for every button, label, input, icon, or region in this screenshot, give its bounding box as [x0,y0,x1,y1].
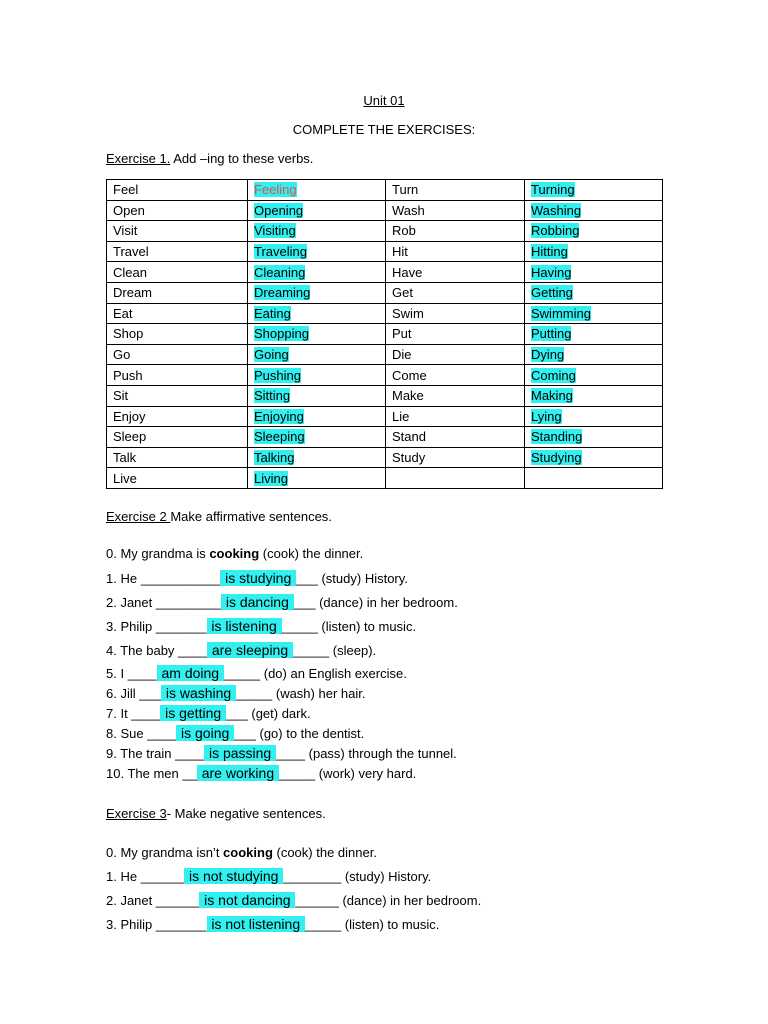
blank: _______ [155,619,207,634]
ing-form: Opening [254,202,304,218]
ing-form: Visiting [254,223,296,239]
blank: ____ [175,746,205,761]
sentence-text: (get) dark. [247,706,311,721]
ing-form-cell [248,447,386,468]
example-text: (cook) the dinner. [259,546,364,561]
verb-cell: Have [386,262,525,283]
verb-cell: Lie [386,406,525,427]
verb-cell: Sit [107,385,248,406]
sentence-text: 6. Jill [106,686,140,701]
blank: ___ [293,595,316,610]
sentence-text: (dance) in her bedroom. [315,595,458,610]
ing-form: Getting [531,285,573,301]
sentence-text: (listen) to music. [317,619,417,634]
sentence-text: (do) an English exercise. [260,666,407,681]
exercise3-label: Exercise 3 [106,806,167,821]
sentence-text: 2. Janet [106,893,156,908]
verb-cell: Study [386,447,525,468]
ing-form: Going [254,347,289,363]
ing-form: Coming [531,367,576,383]
blank: _____ [223,666,261,681]
ing-form: Dying [531,347,565,363]
ing-form-cell [248,385,386,406]
verb-cell: Die [386,344,525,365]
verb-cell: Make [386,385,525,406]
verb-cell: Travel [107,241,248,262]
table-row [107,468,663,489]
verb-cell: Sleep [107,427,248,448]
ing-form: Studying [531,450,582,466]
blank: ____ [147,726,177,741]
answer-highlight: is getting [161,705,226,721]
page-subtitle: COMPLETE THE EXERCISES: [292,122,476,137]
table-row [107,447,663,468]
answer-highlight: is washing [161,685,236,701]
blank: _____ [279,766,316,781]
ing-form: Sleeping [254,429,305,445]
ing-form: Putting [531,326,572,342]
ing-form: Cleaning [254,264,306,280]
sentence-text: (pass) through the tunnel. [305,746,457,761]
ing-form: Talking [254,450,295,466]
sentence-text: (sleep). [329,643,377,658]
ing-form-cell [525,385,663,406]
ing-form: Robbing [531,223,580,239]
sentence-text: (study) History. [341,869,432,884]
sentence-line [106,618,416,634]
exercise3-heading [106,806,326,821]
table-row [107,241,663,262]
exercise2-heading [106,509,332,524]
sentence-line [106,642,376,658]
answer-highlight: is not dancing [200,892,295,908]
verb-cell: Wash [386,200,525,221]
ing-form: Washing [531,202,582,218]
verb-cell: Enjoy [107,406,248,427]
answer-highlight: is listening [207,618,281,634]
blank: ________ [283,869,342,884]
ing-form-cell [248,282,386,303]
verb-cell: Come [386,365,525,386]
verb-cell: Rob [386,221,525,242]
blank: _____ [281,619,318,634]
verb-cell [386,468,525,489]
blank: ______ [295,893,339,908]
table-row [107,262,663,283]
blank: ___ [296,571,318,586]
exercise1-heading [106,151,313,166]
ing-form-cell [525,447,663,468]
sentence-line [106,916,439,932]
blank: ____ [178,643,207,658]
sentence-text: 3. Philip [106,917,156,932]
verb-cell: Dream [107,282,248,303]
ing-form-cell [248,324,386,345]
sentence-text: 10. The men [106,766,183,781]
blank: _________ [155,595,221,610]
answer-highlight: is going [177,725,234,741]
ing-form: Feeling [254,182,297,198]
answer-highlight: is not listening [207,916,304,932]
exercise1-label: Exercise 1. [106,151,171,166]
ing-form-cell [525,241,663,262]
table-row [107,427,663,448]
ing-form-cell [248,200,386,221]
ing-form-cell [525,468,663,489]
ing-form: Having [531,264,572,280]
table-row [107,365,663,386]
exercise2-example [106,546,363,561]
sentence-text: 7. It [106,706,132,721]
blank: ______ [140,869,185,884]
verb-cell: Put [386,324,525,345]
sentence-text: 9. The train [106,746,176,761]
sentence-line [106,892,481,908]
table-row [107,282,663,303]
ing-form: Making [531,388,573,404]
blank: ____ [276,746,306,761]
blank: _____ [293,643,330,658]
answer-highlight: am doing [157,665,223,681]
ing-form-cell [248,427,386,448]
sentence-text: 4. The baby [106,643,179,658]
verb-cell: Shop [107,324,248,345]
ing-form: Swimming [531,305,591,321]
sentence-text: 8. Sue [106,726,148,741]
table-row [107,406,663,427]
table-row [107,200,663,221]
sentence-text: 1. He [106,869,141,884]
ing-form-cell [525,180,663,201]
ing-form: Standing [531,429,583,445]
example-text: 0. My grandma is [106,546,210,561]
sentence-text: (study) History. [317,571,408,586]
sentence-text: (listen) to music. [341,917,440,932]
sentence-text: (work) very hard. [315,766,417,781]
verb-cell: Live [107,468,248,489]
blank: _____ [236,686,273,701]
ing-form-cell [248,406,386,427]
sentence-line [106,868,431,884]
verb-cell: Go [107,344,248,365]
ing-form: Living [254,470,288,486]
verb-cell: Swim [386,303,525,324]
sentence-line [106,745,457,761]
sentence-text: (wash) her hair. [272,686,366,701]
verb-cell: Get [386,282,525,303]
example-text: (cook) the dinner. [272,845,377,860]
verb-cell: Push [107,365,248,386]
sentence-text: 2. Janet [106,595,156,610]
answer-highlight: are working [197,765,278,781]
unit-title: Unit 01 [363,93,405,108]
ing-form-cell [248,241,386,262]
blank: ______ [155,893,200,908]
table-row [107,221,663,242]
answer-highlight: are sleeping [207,642,293,658]
ing-form-cell [248,468,386,489]
sentence-text: 3. Philip [106,619,156,634]
ing-form: Shopping [254,326,309,342]
ing-form-cell [525,221,663,242]
ing-form-cell [248,221,386,242]
table-row [107,385,663,406]
ing-form: Dreaming [254,285,311,301]
exercise3-example [106,845,377,860]
exercise3-instruction: - Make negative sentences. [166,806,326,821]
ing-form-cell [248,303,386,324]
ing-form-cell [248,262,386,283]
ing-form: Hitting [531,244,568,260]
answer-highlight: is passing [205,745,276,761]
blank: _______ [155,917,207,932]
ing-form: Eating [254,305,291,321]
table-row [107,344,663,365]
table-row [107,180,663,201]
verb-cell: Clean [107,262,248,283]
blank: __ [182,766,197,781]
ing-form-cell [525,365,663,386]
blank: ___________ [140,571,221,586]
verb-cell: Stand [386,427,525,448]
verb-cell: Talk [107,447,248,468]
verb-cell: Feel [107,180,248,201]
example-bold-verb: cooking [209,546,260,561]
table-row [107,324,663,345]
table-row [107,303,663,324]
verb-cell: Visit [107,221,248,242]
ing-form: Turning [531,182,575,198]
ing-form: Lying [531,408,562,424]
ing-form-cell [525,406,663,427]
answer-highlight: is not studying [185,868,283,884]
ing-form-cell [248,344,386,365]
verb-table-body [107,180,663,489]
sentence-line [106,685,365,701]
exercise1-instruction: Add –ing to these verbs. [170,151,314,166]
ing-form-cell [525,282,663,303]
sentence-line [106,765,416,781]
verb-cell: Eat [107,303,248,324]
blank: ___ [139,686,161,701]
ing-form-cell [525,303,663,324]
verb-cell: Turn [386,180,525,201]
verb-cell: Open [107,200,248,221]
blank: ___ [226,706,248,721]
sentence-text: (dance) in her bedroom. [338,893,482,908]
ing-form-cell [525,200,663,221]
ing-form: Traveling [254,244,307,260]
sentence-line [106,725,364,741]
ing-form-cell [525,262,663,283]
exercise2-instruction: Make affirmative sentences. [170,509,332,524]
example-text: 0. My grandma isn’t [106,845,224,860]
blank: ____ [127,666,157,681]
example-bold-verb: cooking [223,845,273,860]
sentence-line [106,570,408,586]
blank: ____ [131,706,161,721]
answer-highlight: is dancing [221,594,293,610]
ing-form-cell [248,180,386,201]
ing-form: Sitting [254,388,291,404]
blank: _____ [305,917,342,932]
blank: ___ [234,726,256,741]
ing-form: Pushing [254,367,301,383]
exercise2-label: Exercise 2 [106,509,171,524]
ing-form-cell [525,427,663,448]
ing-form-cell [525,344,663,365]
sentence-text: 5. I [106,666,128,681]
answer-highlight: is studying [221,570,296,586]
sentence-line [106,594,458,610]
sentence-line [106,665,407,681]
verb-cell: Hit [386,241,525,262]
sentence-line [106,705,311,721]
verb-table [106,179,663,489]
ing-form-cell [525,324,663,345]
ing-form: Enjoying [254,408,304,424]
sentence-text: (go) to the dentist. [255,726,365,741]
sentence-text: 1. He [106,571,141,586]
ing-form-cell [248,365,386,386]
